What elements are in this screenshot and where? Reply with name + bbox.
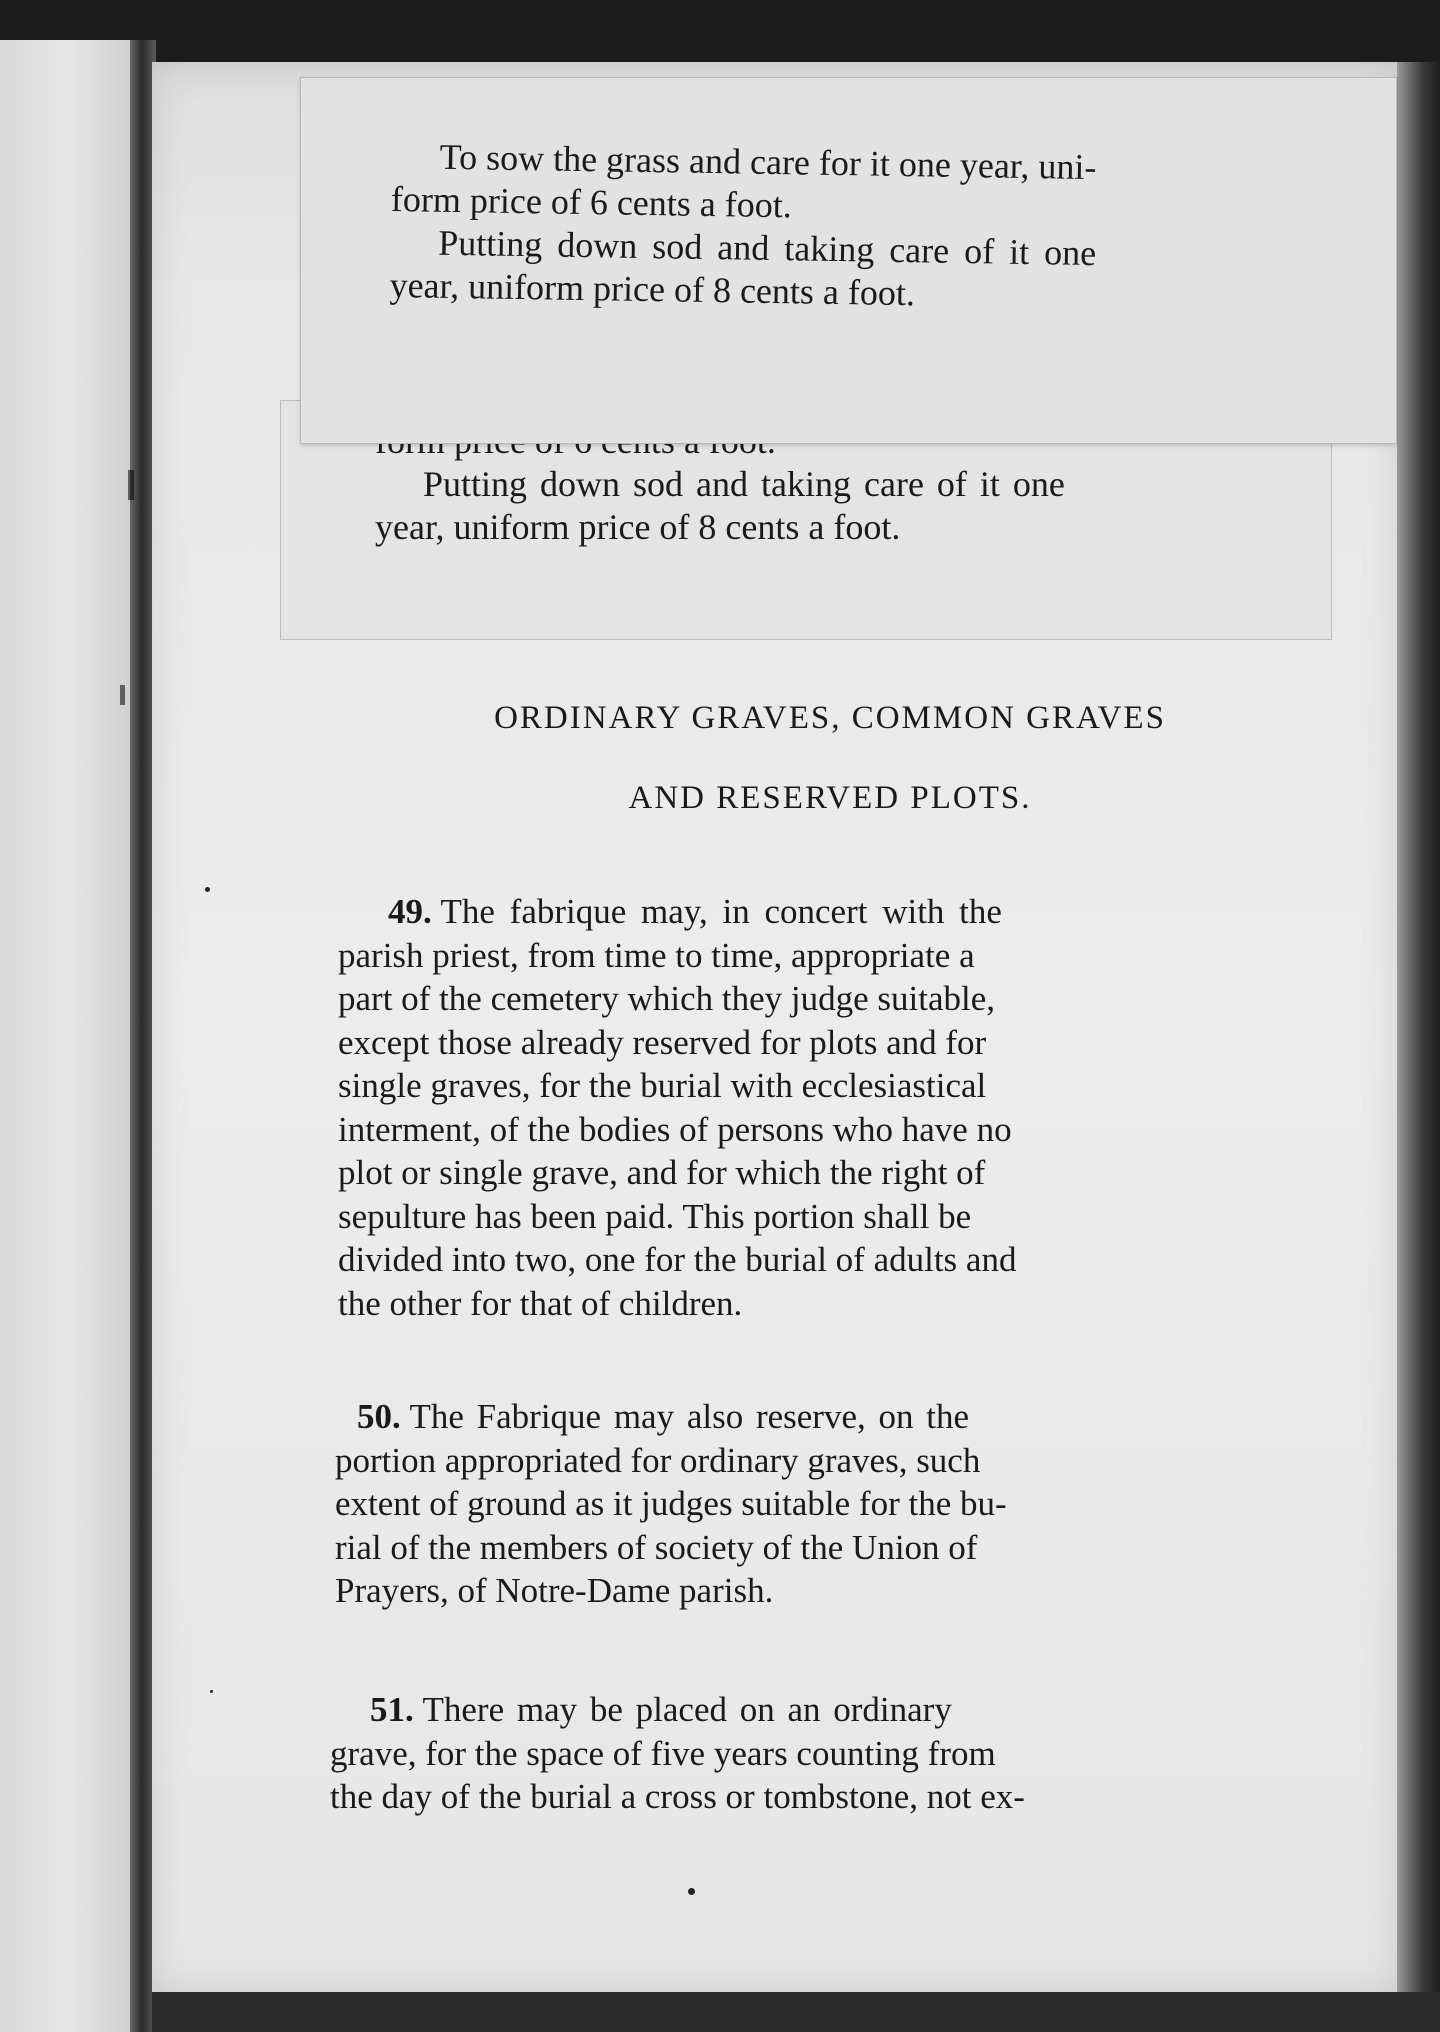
section-line: the other for that of children. [338, 1283, 743, 1323]
section-line: parish priest, from time to time, appropriate a [338, 935, 975, 975]
section-line: divided into two, one for the burial of adults and [338, 1240, 1017, 1279]
underlying-line-2: Putting down sod and taking care of it one [423, 464, 1065, 504]
slip-line-3: Putting down sod and taking care of it one [437, 222, 1097, 274]
section-number: 49. [388, 892, 432, 931]
ink-speck [688, 1888, 695, 1895]
section-line: part of the cemetery which they judge suitable, [338, 979, 995, 1018]
section-line: sepulture has been paid. This portion shall be [338, 1196, 972, 1236]
ink-speck [210, 1690, 213, 1693]
section-line: single graves, for the burial with ecclesiastical [338, 1066, 987, 1105]
section-line: the day of the burial a cross or tombstone, not ex- [330, 1777, 1025, 1816]
binding-mark-upper [128, 470, 134, 500]
section-49 [338, 890, 1238, 1325]
ink-speck [205, 887, 210, 892]
section-line: extent of ground as it judges suitable for the bu- [335, 1484, 1007, 1523]
section-line: portion appropriated for ordinary graves, such [335, 1440, 981, 1480]
section-51-first-line [330, 1688, 1230, 1732]
section-heading-line-1: ORDINARY GRAVES, COMMON GRAVES [494, 700, 1166, 736]
section-line: grave, for the space of five years counting from [330, 1733, 996, 1773]
section-number: 51. [370, 1690, 414, 1729]
slip-line-1: To sow the grass and care for it one year, uni- [439, 136, 1097, 188]
page-right-edge [1397, 62, 1440, 1992]
section-51 [330, 1688, 1230, 1819]
section-number: 50. [357, 1397, 401, 1436]
binding-mark-lower [120, 685, 125, 705]
section-line: There may be placed on an ordinary [422, 1690, 952, 1729]
section-line: The Fabrique may also reserve, on the [409, 1397, 970, 1436]
page-bottom-edge [152, 1992, 1440, 2032]
section-line: except those already reserved for plots and for [338, 1022, 987, 1062]
section-line: interment, of the bodies of persons who have no [338, 1109, 1012, 1149]
slip-line-2: form price of 6 cents a foot. [390, 178, 793, 226]
section-50 [335, 1395, 1235, 1613]
slip-text [389, 135, 1292, 321]
underlying-line-3: year, uniform price of 8 cents a foot. [375, 507, 901, 547]
section-line: rial of the members of society of the Union of [335, 1527, 978, 1567]
left-facing-page [0, 40, 135, 2032]
section-50-first-line [335, 1395, 1235, 1439]
section-49-first-line [338, 890, 1238, 934]
section-heading-line-2: AND RESERVED PLOTS. [628, 780, 1032, 816]
slip-line-4: year, uniform price of 8 cents a foot. [389, 264, 916, 314]
section-line: The fabrique may, in concert with the [440, 892, 1002, 931]
section-line: Prayers, of Notre-Dame parish. [335, 1571, 774, 1610]
section-line: plot or single grave, and for which the right of [338, 1153, 986, 1192]
